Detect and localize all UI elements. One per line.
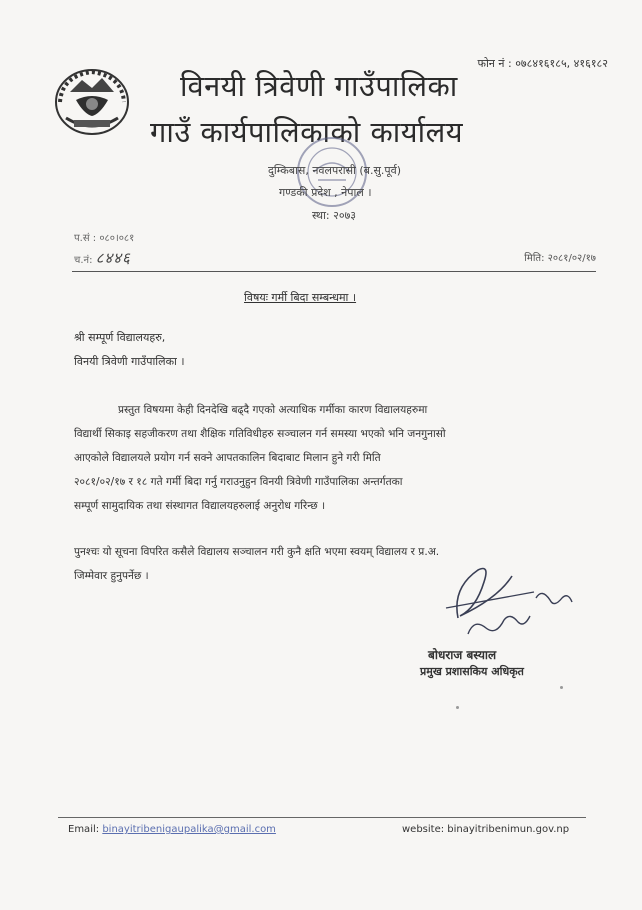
paper-speck <box>560 686 563 689</box>
established-year: स्था: २०७३ <box>312 209 357 222</box>
email-link[interactable]: binayitribenigaupalika@gmail.com <box>102 824 276 835</box>
paper-speck <box>456 706 459 709</box>
body-line: विद्यार्थी सिकाइ सहजीकरण तथा शैक्षिक गतिविधीहरु सञ्चालन गर्न समस्या भएको भनि जनगुनासो <box>74 428 446 440</box>
cn-label: च.नं: <box>74 255 93 266</box>
website-link[interactable]: binayitribenimun.gov.np <box>447 824 570 835</box>
org-name: विनयी त्रिवेणी गाउँपालिका <box>180 69 458 103</box>
postscript-line: पुनश्चः यो सूचना विपरित कसैले विद्यालय सञ्चालन गरी कुनै क्षति भएमा स्वयम् विद्यालय र प्र.अ. <box>74 546 440 558</box>
office-name: गाउँ कार्यपालिकाको कार्यालय <box>150 115 464 149</box>
body-line: आएकोले विद्यालयले प्रयोग गर्न सक्ने आपतकालिन बिदाबाट मिलान हुने गरी मिति <box>74 452 381 464</box>
government-emblem-icon <box>52 62 132 138</box>
ps-reference: प.सं : ०८०।०८१ <box>74 233 135 244</box>
cn-reference <box>74 248 131 268</box>
signature-icon <box>438 558 588 644</box>
footer-website <box>402 824 569 835</box>
body-line: २०८१/०२/१७ र १८ गते गर्मी बिदा गर्नु गराउनुहुन विनयी त्रिवेणी गाउँपालिका अन्तर्गतका <box>74 476 403 488</box>
letter-date: मिति: २०८१/०२/१७ <box>524 253 596 264</box>
body-line: सम्पूर्ण सामुदायिक तथा संस्थागत विद्यालयहरुलाई अनुरोध गरिन्छ । <box>74 500 326 512</box>
postscript-line: जिम्मेवार हुनुपर्नेछ । <box>74 570 149 582</box>
website-label: website: <box>402 824 445 835</box>
letter-body <box>74 398 592 518</box>
recipient-line-1: श्री सम्पूर्ण विद्यालयहरु, <box>74 331 166 344</box>
address-line-1: दुम्किबास, नवलपरासी (ब.सु.पूर्व) <box>268 164 402 177</box>
letter-subject: विषयः गर्मी बिदा सम्बन्धमा । <box>244 291 357 304</box>
cn-value: ८४४६ <box>95 249 131 267</box>
footer-divider <box>58 817 586 818</box>
recipient-line-2: विनयी त्रिवेणी गाउँपालिका । <box>74 355 185 368</box>
email-label: Email: <box>68 824 100 835</box>
header-divider <box>72 271 596 272</box>
footer-email <box>68 824 276 835</box>
phone-number: फोन नं : ०७८४१६१८५, ४१६१८२ <box>477 57 608 70</box>
signatory-designation: प्रमुख प्रशासकिय अधिकृत <box>420 665 524 678</box>
body-line: प्रस्तुत विषयमा केही दिनदेखि बढ्दै गएको अत्याधिक गर्मीका कारण विद्यालयहरुमा <box>118 404 428 416</box>
signatory-name: बोधराज बस्याल <box>428 648 497 662</box>
address-line-2: गण्डकी प्रदेश , नेपाल । <box>279 186 372 199</box>
